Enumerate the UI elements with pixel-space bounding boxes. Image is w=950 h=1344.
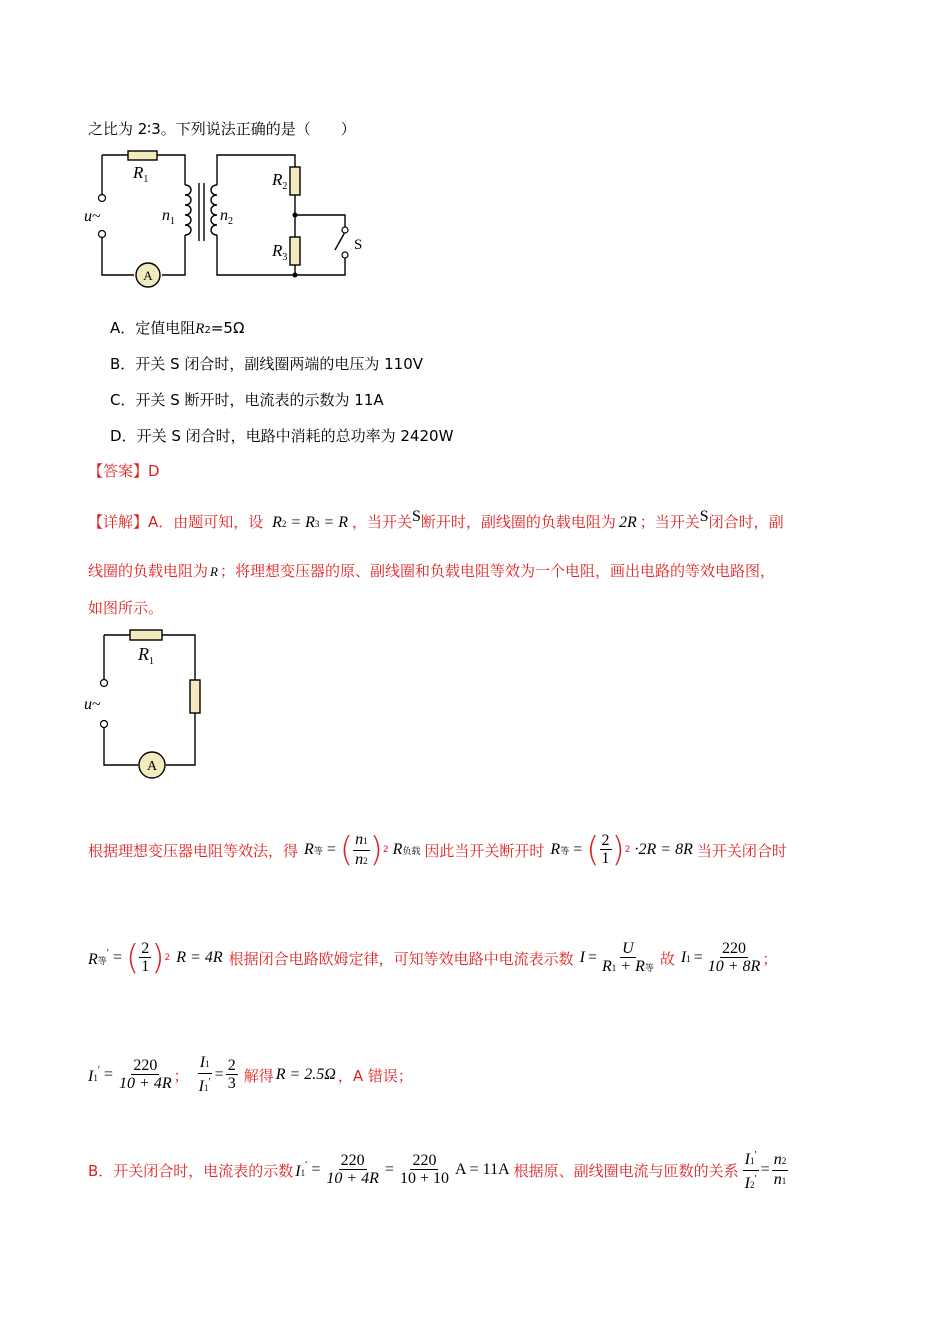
answer-label: 【答案】	[88, 462, 149, 480]
option-c: C．开关 S 断开时，电流表的示数为 11A	[110, 391, 384, 409]
formula-line-4: B．开关闭合时，电流表的示数 I1′ = $\frac{220}{10 + 4R}$ = $\frac{220}{10 + 10}$ A = 11A 根据原、副线圈电流与匝数的关系 $\frac{I1'}{I2'}$ = $\frac{n2}{n1}$	[88, 1140, 788, 1200]
answer-line	[88, 460, 160, 481]
resistor-r1	[128, 151, 157, 160]
svg-text:R1: $R_1$	[133, 163, 149, 185]
option-a: A．定值电阻R2=5Ω	[110, 319, 245, 337]
svg-text:R1: $R_1$	[138, 644, 154, 667]
equivalent-resistor-r1	[130, 630, 162, 640]
svg-text:u~: u~	[84, 208, 101, 225]
svg-text:n2: $n_2$	[220, 207, 233, 227]
equivalent-circuit-diagram	[80, 625, 220, 785]
option-d: D．开关 S 闭合时，电路中消耗的总功率为 2420W	[110, 427, 454, 445]
formula-line-2: R等′ = ( $\frac{2}{1}$ ) 2 R = 4R 根据闭合电路欧姆定律，可知等效电路中电流表示数 I = $\frac{U}{\text{R1 + R等}}$ 故 I1 = $\frac{220}{10 + 8R}$ ；	[88, 938, 778, 978]
svg-text:u~: u~	[84, 696, 101, 713]
resistor-r3	[290, 237, 300, 265]
formula-line-3: I1′ = $\frac{220}{10 + 4R}$ ； $\frac{I1}{I1'}$ = $\frac{2}{3}$ 解得 R = 2.5Ω ， A 错误；	[88, 1053, 413, 1095]
explanation-line-3: 如图所示。	[88, 599, 164, 617]
resistor-r2	[290, 167, 300, 195]
svg-text:n1: $n_1$	[162, 207, 175, 227]
svg-text:A: A	[143, 268, 153, 283]
answer-value: D	[148, 462, 160, 480]
svg-text:A: A	[146, 759, 158, 774]
svg-text:R2: $R_2$	[272, 170, 288, 192]
svg-text:S: S	[354, 237, 363, 253]
explanation-line-2: 线圈的负载电阻为 R ；将理想变压器的原、副线圈和负载电阻等效为一个电阻，画出电路的等效电路图，	[88, 562, 775, 580]
formula-line-1: 根据理想变压器电阻等效法，得 R等 = ( $\frac{n1}{n2}$ ) 2 R负载 因此当开关断开时 R等 = ( $\frac{2}{1}$ ) 2 ·2R = 8R 当开关闭合时	[88, 830, 787, 870]
explanation-line-1: 【详解】A．由题可知，设 R2 = R3 = R ，当开关S断开时，副线圈的负载电阻为 2R ；当开关S闭合时，副	[88, 508, 784, 531]
option-b: B．开关 S 闭合时，副线圈两端的电压为 110V	[110, 355, 424, 373]
transformer-circuit-diagram	[80, 145, 380, 295]
equivalent-resistor	[190, 680, 200, 713]
svg-text:R3: $R_3$	[272, 241, 288, 263]
question-stem: 之比为 2∶3。下列说法正确的是（ ）	[88, 120, 356, 138]
